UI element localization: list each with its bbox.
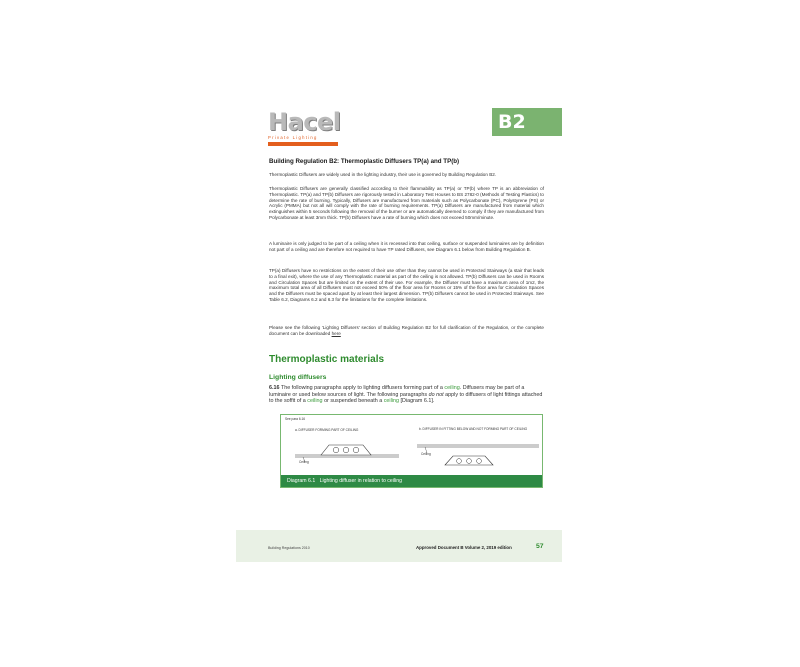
ceiling-label-a: Ceiling (299, 460, 309, 464)
ceiling-link[interactable]: ceiling (444, 385, 460, 391)
document-page (236, 100, 562, 562)
diagram-caption (281, 475, 542, 487)
logo-wordmark: Hacel (268, 108, 341, 136)
paragraph-download (269, 325, 544, 337)
page-heading: Building Regulation B2: Thermoplastic Diffusers TP(a) and TP(b) (269, 158, 460, 165)
page-number: 57 (536, 543, 544, 550)
section-badge: B2 (492, 108, 562, 136)
hacel-logo (268, 110, 340, 146)
caption-text: Lighting diffuser in relation to ceiling (319, 478, 402, 484)
clause-part-3: apply to diffusers of light fittings attached to the soffit of a (269, 391, 543, 405)
ceiling-link[interactable]: ceiling (383, 398, 400, 405)
footer-left: Building Regulations 2010 (268, 546, 310, 550)
diagram-label-a: a. DIFFUSER FORMING PART OF CEILING (295, 428, 359, 432)
clause-part-1: The following paragraphs apply to lighting diffusers forming part of a (280, 385, 443, 391)
subsection-title: Lighting diffusers (269, 374, 327, 381)
paragraph-classification: Thermoplastic Diffusers are generally classified according to their flammability as TP(a) or TP(b) where TP is an abbreviation of Thermoplastic. TP(a) and TP(b) Diffusers are rigorously tested in Laboratory Test Houses to BS 2782-0 (Methods of Testing Plastics) to determine the rate of burning. Typically, Diffusers are manufactured from materials such as Polycarbonate (PC), Polystyrene (PS) or Acrylic (PMMA) but not all will comply with the rate of burning requirements. TP(a) Diffusers are manufactured from material which extinguishes within 5 seconds following the removal of the burner or are automatically deemed to comply if they are manufactured from Polycarbonate at least 3mm thick. TP(b) Diffusers have a rate of burning which does not exceed 50mm/minute. (269, 186, 544, 220)
clause-text (269, 385, 544, 405)
paragraph-restrictions: TP(a) Diffusers have no restrictions on the extent of their use other than they cannot be used in Protected Stairways (a stair that leads to a final exit), where the use of any Thermoplastic material as part of the ceiling is not allowed. TP(b) Diffusers can be used in Rooms and Circulation Spaces but are limited on the extent of their use. For example, the Diffuser must have a maximum area of 1m2, the maximum total area of all Diffusers must not exceed 50% of the floor area for Rooms or 15% of the floor area for Circulation Spaces and the Diffusers must be spaced apart by at least their largest dimension. TP(b) Diffusers cannot be used in Protected Stairways. See Table 6.2, Diagrams 6.2 and 6.3 for the limitations for the complete limitations. (269, 268, 544, 302)
paragraph-luminaire: A luminaire is only judged to be part of a ceiling when it is recessed into that ceiling, surface or suspended luminaires are by definition not part of a ceiling and are therefore not required to have TP rated Diffusers, see Diagram 6.1 below from Building Regulation B. (269, 241, 544, 252)
download-text: Please see the following 'Lighting Diffusers' section of Building Regulation B2 for full clarification of the Regulation, or the complete document can be downloaded (269, 325, 544, 336)
diagram-illustration (281, 415, 542, 471)
ceiling-link[interactable]: ceiling (307, 398, 323, 405)
caption-number: Diagram 6.1 (287, 478, 316, 484)
diagram-6-1 (280, 414, 543, 488)
see-para-label: See para 6.16 (285, 417, 306, 421)
diagram-label-b: b. DIFFUSER IN FITTING BELOW AND NOT FORMING PART OF CEILING (419, 427, 528, 431)
paragraph-intro: Thermoplastic Diffusers are widely used in the lighting industry, their use is governed by Building Regulation B2. (269, 172, 497, 177)
download-link[interactable]: here (331, 330, 341, 336)
page-footer (236, 530, 562, 562)
clause-part-4: or suspended beneath a (324, 398, 383, 405)
logo-underline (268, 142, 338, 146)
clause-emphasis: do not (428, 391, 444, 398)
clause-part-5: [Diagram 6.1]. (400, 398, 435, 405)
clause-part-2: . Diffusers may be part of a luminaire or used below sources of light. The following paragraphs (269, 385, 525, 398)
footer-right: Approved Document B Volume 2, 2019 edition (416, 545, 512, 550)
ceiling-label-b: Ceiling (421, 452, 431, 456)
logo-tagline: Private Lighting (268, 135, 318, 140)
section-title: Thermoplastic materials (269, 354, 385, 365)
clause-number: 6.16 (269, 385, 280, 391)
